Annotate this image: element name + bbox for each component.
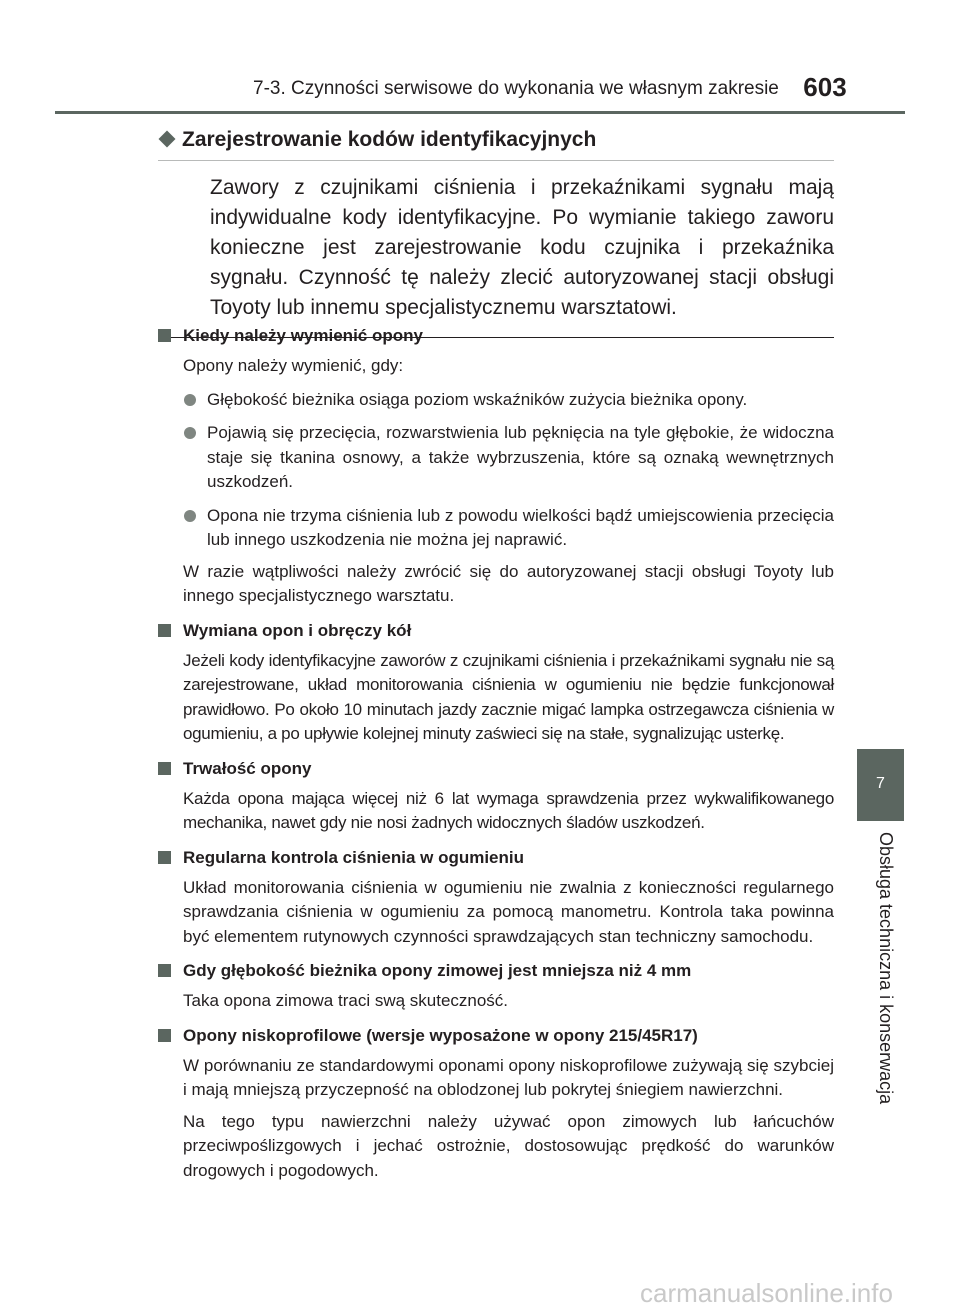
square-bullet-icon <box>158 1029 171 1042</box>
diamond-icon <box>159 131 176 148</box>
section-text: Układ monitorowania ciśnienia w ogumieniu nie zwalnia z konieczności regularnego sprawdzania ciśnienia w ogumieniu za pomocą manometru. Kontrola taka powinna być elementem rutynowych czynności sprawdzających stan techniczny samochodu. <box>183 877 834 946</box>
info-box-text: Zawory z czujnikami ciśnienia i przekaźnikami sygnału mają indywidualne kody identyfikacyjne. Po wymianie takiego zaworu konieczne jest zarejestrowanie kodu czujnika i przekaźnika sygnału. Czynność tę należy zlecić autoryzowanej stacji obsługi Toyoty lub innemu specjalistycznemu warsztatowi. <box>210 176 834 319</box>
info-box-title <box>158 124 834 161</box>
section-kiedy-wymienic <box>158 325 834 609</box>
content <box>158 325 834 1183</box>
section-text: Jeżeli kody identyfikacyjne zaworów z czujnikami ciśnienia i przekaźnikami sygnału nie są zarejestrowane, układ monitorowania ciśnienia w ogumieniu nie będzie funkcjonował prawidłowo. Po około 10 minutach jazdy zacznie migać lampka ostrzegawcza ciśnienia w ogumieniu, a po upływie kolejnej minuty zaświeci się na stałe, sygnalizując usterkę. <box>183 650 834 743</box>
section-trwalosc <box>158 758 834 836</box>
square-bullet-icon <box>158 851 171 864</box>
circle-bullet-icon <box>184 510 196 522</box>
section-text: Na tego typu nawierzchni należy używać opon zimowych lub łańcuchów przeciwpoślizgowych i jechać ostrożnie, dostosowując prędkość do warunków drogowych i pogodowych. <box>183 1111 834 1180</box>
section-opona-zimowa <box>158 960 834 1014</box>
info-box <box>158 124 834 338</box>
section-title: Regularna kontrola ciśnienia w ogumieniu <box>158 847 834 869</box>
chapter-tab[interactable]: 7 <box>857 749 904 821</box>
circle-bullet-icon <box>184 427 196 439</box>
square-bullet-icon <box>158 329 171 342</box>
list-item: Głębokość bieżnika osiąga poziom wskaźników zużycia bieżnika opony. <box>207 388 834 413</box>
square-bullet-icon <box>158 964 171 977</box>
header-rule <box>55 111 905 114</box>
list-item: Pojawią się przecięcia, rozwarstwienia lub pęknięcia na tyle głębokie, że widoczna staje się tkanina osnowy, a także wybrzuszenia, które są oznaką wewnętrznych uszkodzeń. <box>207 421 834 495</box>
section-title: Gdy głębokość bieżnika opony zimowej jest mniejsza niż 4 mm <box>158 960 834 982</box>
section-title: Trwałość opony <box>158 758 834 780</box>
circle-bullet-icon <box>184 394 196 406</box>
section-text: W razie wątpliwości należy zwrócić się do autoryzowanej stacji obsługi Toyoty lub innego specjalistycznego warsztatu. <box>183 561 834 605</box>
section-kontrola-cisnienia <box>158 847 834 950</box>
section-text: Taka opona zimowa traci swą skuteczność. <box>183 991 509 1010</box>
section-wymiana-opon <box>158 620 834 747</box>
info-box-title-text: Zarejestrowanie kodów identyfikacyjnych <box>182 128 597 151</box>
section-text: W porównaniu ze standardowymi oponami opony niskoprofilowe zużywają się szybciej i mają mniejszą przyczepność na oblodzonej lub pokrytej śniegiem nawierzchni. <box>183 1055 834 1099</box>
square-bullet-icon <box>158 762 171 775</box>
section-text: Każda opona mająca więcej niż 6 lat wymaga sprawdzenia przez wykwalifikowanego mechanika, nawet gdy nie nosi żadnych widocznych śladów uszkodzeń. <box>183 788 834 832</box>
section-title: Wymiana opon i obręczy kół <box>158 620 834 642</box>
chapter-label: Obsługa techniczna i konserwacja <box>876 832 896 1105</box>
section-niskoprofilowe <box>158 1025 834 1184</box>
watermark: carmanualsonline.info <box>640 1278 893 1308</box>
page-number: 603 <box>803 72 847 102</box>
square-bullet-icon <box>158 624 171 637</box>
header-title: 7-3. Czynności serwisowe do wykonania we własnym zakresie <box>253 78 779 99</box>
section-text: Opony należy wymienić, gdy: <box>183 356 404 375</box>
section-title: Opony niskoprofilowe (wersje wyposażone w opony 215/45R17) <box>158 1025 834 1047</box>
section-title: Kiedy należy wymienić opony <box>158 325 834 347</box>
list-item: Opona nie trzyma ciśnienia lub z powodu wielkości bądź umiejscowienia przecięcia lub innego uszkodzenia nie można jej naprawić. <box>207 504 834 553</box>
